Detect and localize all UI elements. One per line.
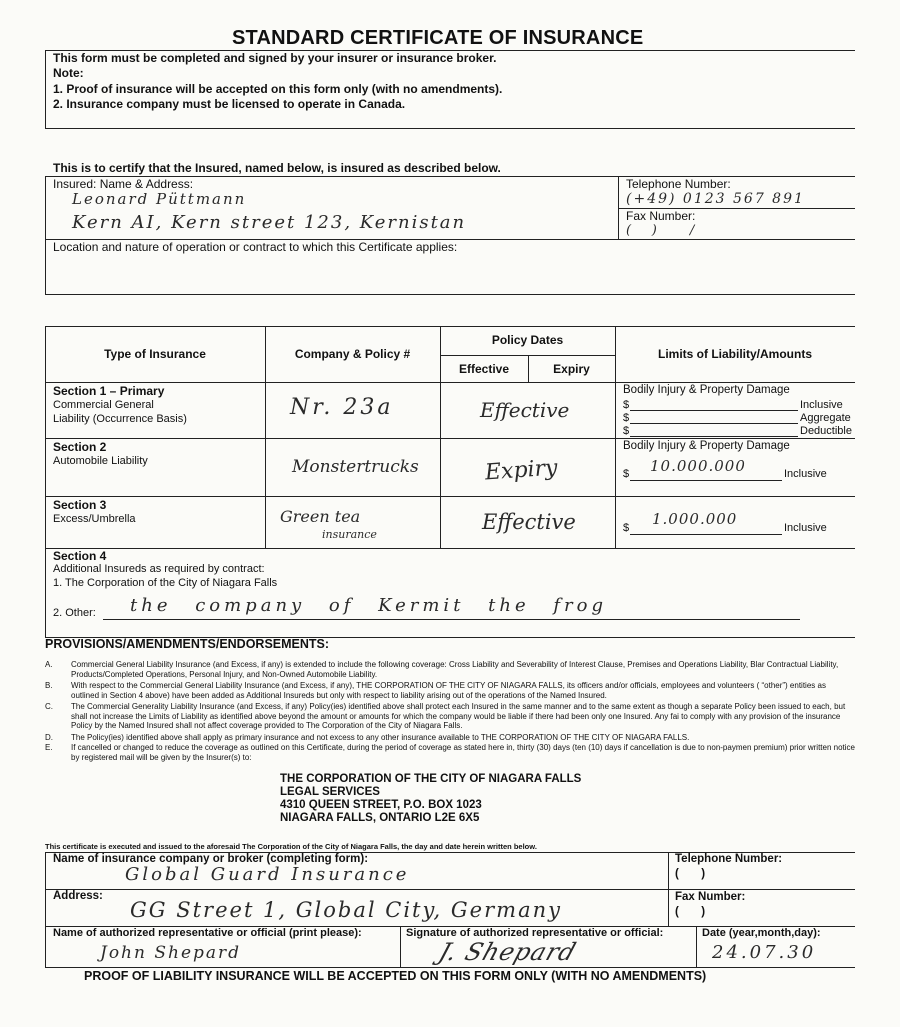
inclusive-label: Inclusive (800, 399, 843, 411)
divider (45, 50, 46, 128)
company-label: Name of insurance company or broker (completing form): (53, 853, 369, 865)
provision-text: The Policy(ies) identified above shall apply as primary insurance and not excess to any other insurance available to THE CORPORATION OF THE CITY OF NIAGARA FALLS. (71, 733, 690, 742)
section4-line: Additional Insureds as required by contract: (53, 563, 265, 575)
amount-line (630, 480, 782, 481)
divider (45, 382, 855, 383)
section3-title: Section 3 (53, 498, 107, 512)
divider (45, 176, 46, 294)
note-label: Note: (53, 66, 84, 80)
provisions-heading: PROVISIONS/AMENDMENTS/ENDORSEMENTS: (45, 637, 330, 651)
section2-sub: Automobile Liability (53, 455, 148, 467)
note-item: 1. Proof of insurance will be accepted on this form only (with no amendments). (53, 82, 503, 96)
section1-sub: Liability (Occurrence Basis) (53, 413, 187, 425)
corporation-line: THE CORPORATION OF THE CITY OF NIAGARA FALLS (280, 773, 582, 785)
header-expiry: Expiry (553, 362, 590, 376)
rep-label: Name of authorized representative or official (print please): (53, 927, 362, 939)
dollar-sign: $ (623, 399, 630, 411)
location-label: Location and nature of operation or contract to which this Certificate applies: (53, 240, 458, 254)
divider (400, 926, 401, 967)
deductible-label: Deductible (800, 425, 852, 437)
date-label: Date (year,month,day): (702, 927, 821, 939)
divider (440, 326, 441, 548)
address-label: Address: (53, 890, 103, 902)
header-company: Company & Policy # (294, 347, 411, 361)
section2-dates: Expiry (484, 455, 559, 486)
header-effective: Effective (458, 362, 510, 376)
amount-line (630, 423, 798, 424)
provision-text: Commercial General Liability Insurance (and Excess, if any) is extended to include the following coverage: Cross Liability and Severability of Interest Clause, Premises and Operations Liability, Blar Contractual Liability, Products/Completed Operations, Personal Injury, and Non-Owned Automobile Liability. (71, 660, 839, 679)
provision-letter: A. (45, 660, 53, 669)
insured-fax: ( ) / (626, 223, 695, 238)
dollar-sign: $ (623, 468, 630, 480)
section3-company: Green tea (280, 507, 361, 526)
divider (45, 128, 855, 129)
address-value: GG Street 1, Global City, Germany (130, 898, 562, 922)
section1-limit-label: Bodily Injury & Property Damage (623, 384, 790, 396)
insured-name: Leonard Püttmann (72, 190, 247, 208)
divider (45, 967, 855, 968)
header-type: Type of Insurance (104, 347, 206, 361)
provision-letter: D. (45, 733, 53, 742)
section1-company: Nr. 23a (290, 395, 394, 420)
amount-line (630, 436, 798, 437)
header-policy-dates: Policy Dates (491, 333, 564, 347)
section4-line: 1. The Corporation of the City of Niagara Falls (53, 577, 278, 589)
header-limits: Limits of Liability/Amounts (657, 347, 812, 361)
dollar-sign: $ (623, 425, 630, 437)
note-item: 2. Insurance company must be licensed to operate in Canada. (53, 97, 406, 111)
rep-value: John Shepard (100, 943, 242, 963)
section2-amount: 10.000.000 (650, 457, 746, 475)
signature: J. Shepard (435, 938, 581, 966)
executed-text: This certificate is executed and issued to the aforesaid The Corporation of the City of Niagara Falls, the day and date herein written below. (45, 842, 537, 851)
corporation-address (280, 773, 581, 825)
amount-line (630, 410, 798, 411)
divider (45, 294, 855, 295)
section2-limit-label: Bodily Injury & Property Damage (623, 440, 790, 452)
divider (45, 496, 855, 497)
insured-label: Insured: Name & Address: (53, 177, 194, 191)
other-value: the company of Kermit the frog (130, 595, 607, 616)
divider (696, 926, 697, 967)
corporation-line: LEGAL SERVICES (280, 786, 380, 798)
other-line (103, 619, 800, 620)
intro-text: This form must be completed and signed by your insurer or insurance broker. (53, 51, 497, 65)
divider (668, 852, 669, 926)
divider (45, 438, 855, 439)
divider (45, 548, 855, 549)
section3-company: insurance (322, 528, 377, 541)
inclusive-label: Inclusive (784, 522, 827, 534)
provision-letter: E. (45, 743, 53, 752)
corporation-line: 4310 QUEEN STREET, P.O. BOX 1023 (280, 799, 482, 811)
provision-text: The Commercial Generality Liability Insurance (and Excess, if any) Policy(ies) identified above shall protect each Insured in the same manner and to the same extent as though a separate Policy been issued to each, but shall not increase the Limits of Liability as identified above beyond the amount or amounts for which the company would be liable if there had been only one Insured. Any fai to comply with any provision of the insurance Policy by the Named Insured shall not affect coverage provided to The Corporation of the City of Niagara Falls. (71, 702, 846, 731)
corporation-line: NIAGARA FALLS, ONTARIO L2E 6X5 (280, 812, 480, 824)
broker-phone-value: ( ) (675, 868, 706, 880)
fax-label: Fax Number: (626, 209, 696, 223)
date-value: 24.07.30 (712, 942, 817, 963)
aggregate-label: Aggregate (800, 412, 851, 424)
section1-title: Section 1 – Primary (53, 384, 165, 398)
phone-label: Telephone Number: (626, 177, 731, 191)
provision-text: If cancelled or changed to reduce the coverage as outlined on this Certificate, during the period of coverage as stated here in, thirty (30) days (ten (10) days if cancellation is due to non-paymen premium) prior written notice by registered mail will be given by the Insurer(s) to: (71, 743, 855, 762)
form-title: STANDARD CERTIFICATE OF INSURANCE (232, 27, 644, 49)
broker-fax-label: Fax Number: (675, 891, 746, 903)
section3-dates: Effective (482, 510, 576, 534)
inclusive-label: Inclusive (784, 468, 827, 480)
broker-fax-value: ( ) (675, 906, 706, 918)
section3-sub: Excess/Umbrella (53, 513, 136, 525)
certify-text: This is to certify that the Insured, named below, is insured as described below. (53, 161, 501, 175)
other-label: 2. Other: (53, 607, 96, 619)
insured-address: Kern AI, Kern street 123, Kernistan (72, 212, 467, 233)
section1-sub: Commercial General (53, 399, 154, 411)
divider (45, 852, 46, 967)
amount-line (630, 534, 782, 535)
section2-company: Monstertrucks (292, 457, 419, 477)
section4-title: Section 4 (53, 549, 107, 563)
signature-label: Signature of authorized representative or official: (406, 927, 664, 939)
section1-dates: Effective (480, 398, 570, 422)
footer-notice: PROOF OF LIABILITY INSURANCE WILL BE ACCEPTED ON THIS FORM ONLY (WITH NO AMENDMENTS) (84, 969, 707, 983)
provision-letter: C. (45, 702, 53, 711)
divider (45, 326, 46, 638)
section3-amount: 1.000.000 (652, 510, 738, 528)
dollar-sign: $ (623, 412, 630, 424)
company-value: Global Guard Insurance (125, 864, 410, 885)
provision-text: With respect to the Commercial General Liability Insurance (and Excess, if any), THE CORPORATION OF THE CITY OF NIAGARA FALLS, its officers and/or officials, employees and volunteers ( “other”) entities as outlined in Section 4 above) have been added as Additional Insureds but only with respect to liability arising out of the operations of the Named Insured. (71, 681, 826, 700)
dollar-sign: $ (623, 522, 630, 534)
divider (45, 889, 855, 890)
divider (45, 326, 855, 327)
broker-phone-label: Telephone Number: (675, 853, 783, 865)
insured-phone: (+49) 0123 567 891 (626, 191, 805, 207)
provision-letter: B. (45, 681, 53, 690)
section2-title: Section 2 (53, 440, 107, 454)
